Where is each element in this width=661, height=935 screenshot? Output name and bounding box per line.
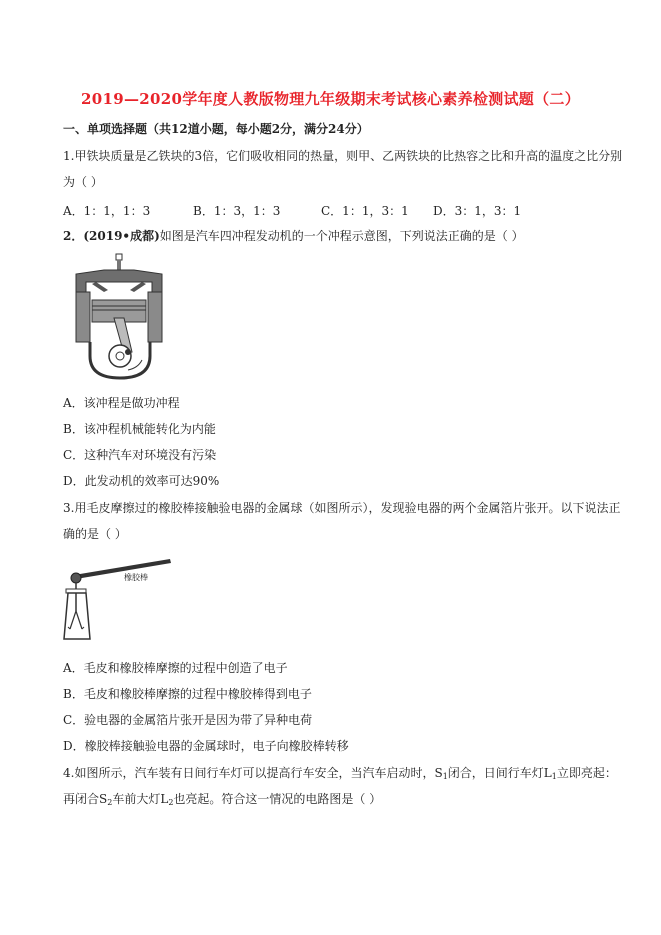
q1-option-a: A．1：1，1：3 bbox=[63, 204, 151, 218]
q3-stem-line1: 3.用毛皮摩擦过的橡胶棒接触验电器的金属球（如图所示），发现验电器的两个金属箔片张开。以下说法正 bbox=[63, 501, 621, 515]
page-title: 2019—2020学年度人教版物理九年级期末考试核心素养检测试题（二） bbox=[81, 90, 580, 108]
q4-text: 闭合，日间行车灯L bbox=[447, 766, 552, 780]
q1-stem-line2: 为（ ） bbox=[63, 175, 103, 189]
q2-option-c: C．这种汽车对环境没有污染 bbox=[63, 448, 217, 462]
q2-option-b: B．该冲程机械能转化为内能 bbox=[63, 422, 216, 436]
engine-stroke-figure bbox=[74, 252, 166, 380]
q4-stem-line2 bbox=[63, 791, 633, 811]
q4-text: 也亮起。符合这一情况的电路图是（ ） bbox=[173, 792, 382, 806]
q4-subscript: 1 bbox=[442, 772, 448, 781]
rubber-rod-label: 橡胶棒 bbox=[124, 573, 148, 582]
q4-text: 再闭合S bbox=[63, 792, 108, 806]
q1-stem-line1: 1.甲铁块质量是乙铁块的3倍，它们吸收相同的热量，则甲、乙两铁块的比热容之比和升高的温度之比分别 bbox=[63, 149, 623, 163]
q4-subscript: 1 bbox=[551, 772, 557, 781]
q4-stem-line1 bbox=[63, 765, 633, 785]
q2-stem-text: 如图是汽车四冲程发动机的一个冲程示意图，下列说法正确的是（ ） bbox=[159, 229, 524, 243]
q1-option-b: B．1：3，1：3 bbox=[193, 204, 281, 218]
q4-text: 车前大灯L bbox=[112, 792, 169, 806]
q1-option-c: C．1：1，3：1 bbox=[321, 204, 409, 218]
q3-option-b: B．毛皮和橡胶棒摩擦的过程中橡胶棒得到电子 bbox=[63, 687, 312, 701]
q3-option-c: C．验电器的金属箔片张开是因为带了异种电荷 bbox=[63, 713, 313, 727]
q3-option-a: A．毛皮和橡胶棒摩擦的过程中创造了电子 bbox=[63, 661, 288, 675]
section-heading: 一、单项选择题（共12道小题，每小题2分，满分24分） bbox=[63, 122, 369, 136]
q4-text: 立即亮起： bbox=[556, 766, 617, 780]
q2-stem bbox=[63, 228, 633, 244]
q4-subscript: 2 bbox=[168, 798, 174, 807]
q2-option-d: D．此发动机的效率可达90% bbox=[63, 474, 220, 488]
q2-prefix: 2．(2019•成都) bbox=[63, 229, 160, 243]
q3-stem-line2: 确的是（ ） bbox=[63, 527, 127, 541]
q4-text: 4.如图所示，汽车装有日间行车灯可以提高行车安全，当汽车启动时，S bbox=[63, 766, 443, 780]
electroscope-figure bbox=[62, 553, 174, 653]
q1-option-d: D．3：1，3：1 bbox=[433, 204, 522, 218]
q4-subscript: 2 bbox=[107, 798, 113, 807]
q2-option-a: A．该冲程是做功冲程 bbox=[63, 396, 180, 410]
q3-option-d: D．橡胶棒接触验电器的金属球时，电子向橡胶棒转移 bbox=[63, 739, 349, 753]
